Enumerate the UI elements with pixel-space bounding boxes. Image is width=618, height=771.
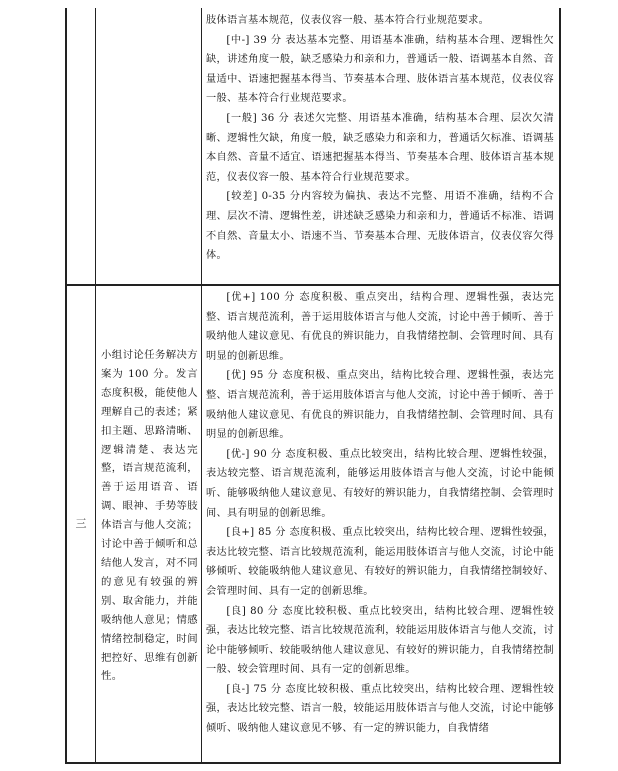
table-column-divider-1 [95,8,96,763]
criteria-paragraph: [优-] 90 分 态度积极、重点比较突出，结构比较合理、逻辑性较强，表达较完整、语言规范流利，能够运用肢体语言与他人交流，讨论中能倾听、能够吸纳他人建议意见、有较好的辨识能力，自我情绪控制、会管理时间、具有明显的创新思维。 [206,448,554,519]
criteria-paragraph: [一般] 36 分 表述欠完整、用语基本准确，结构基本合理、层次欠清晰、逻辑性欠缺，角度一般，缺乏感染力和亲和力，普通话欠标准、语调基本自然、音量不适宜、语速把握基本得当、节奏基本合理、肢体语言基本规范，仪表仪容一般、基本符合行业规范要求。 [206,112,554,183]
criteria-cell-bottom [206,288,554,761]
table-border-right [559,8,561,763]
criteria-paragraph: 肢体语言基本规范，仪表仪容一般、基本符合行业规范要求。 [206,15,490,26]
task-description: 小组讨论任务解决方案为 100 分。发言态度积极，能使他人理解自己的表述；紧扣主题、思路清晰、逻辑清楚、表达完整，语言规范流利，善于运用语音、语调、眼神、手势等肢体语言与他人交流；讨论中善于倾听和总结他人发言，对不同的意见有较强的辨别、取舍能力，并能吸纳他人意见；情感情绪控制稳定，时间把控好、思维有创新性。 [101,349,198,683]
table-border-bottom [65,762,561,764]
criteria-paragraph: [良-] 75 分 态度比较积极、重点比较突出，结构比较合理、逻辑性较强，表达比较完整、语言一般，较能运用肢体语言与他人交流，讨论中能够倾听、吸纳他人建议意见不够、有一定的辨识能力，自我情绪 [206,683,554,735]
task-description-cell [101,346,198,706]
criteria-paragraph: [较差] 0-35 分内容较为偏执、表达不完整、用语不准确，结构不合理、层次不清、逻辑性差，讲述缺乏感染力和亲和力，普通话不标准、语调不自然、音量太小、语速不当、节奏基本合理、无肢体语言，仪表仪容欠得体。 [206,191,554,262]
criteria-paragraph: [良] 80 分 态度比较积极、重点比较突出，结构比较合理、逻辑性较强，表达比较完整、语言比较规范流利，较能运用肢体语言与他人交流，讨论中能够倾听、较能吸纳他人建议意见、有较好的辨识能力，自我情绪控制一般、较会管理时间、具有一定的创新思维。 [206,605,554,676]
criteria-paragraph: [优] 95 分 态度积极、重点突出，结构比较合理、逻辑性强，表达完整、语言规范流利，善于运用肢体语言与他人交流，讨论中善于倾听、善于吸纳他人建议意见、有优良的辨识能力，自我情绪控制、会管理时间、具有明显的创新思维。 [206,370,554,441]
row-number-cell [67,515,95,535]
table-border-left [65,8,67,763]
row-number: 三 [75,517,87,530]
criteria-paragraph: [优+] 100 分 态度积极、重点突出，结构合理、逻辑性强，表达完整、语言规范流利，善于运用肢体语言与他人交流，讨论中善于倾听、善于吸纳他人建议意见、有优良的辨识能力，自我情绪控制、会管理时间、具有明显的创新思维。 [206,292,554,362]
table-row-divider [65,284,561,286]
table-column-divider-2 [201,8,202,763]
criteria-paragraph: [中-] 39 分 表达基本完整、用语基本准确，结构基本合理、逻辑性欠缺，讲述角度一般，缺乏感染力和亲和力，普通话一般、语调基本自然、音量适中、语速把握基本得当、节奏基本合理、肢体语言基本规范，仪表仪容一般、基本符合行业规范要求。 [206,34,554,105]
criteria-paragraph: [良+] 85 分 态度积极、重点比较突出，结构比较合理、逻辑性较强，表达比较完整、语言比较规范流利，能运用肢体语言与他人交流，讨论中能够倾听、较能吸纳他人建议意见、有较好的辨识能力，自我情绪控制较好、会管理时间、具有一定的创新思维。 [206,527,554,597]
criteria-cell-top [206,11,554,283]
